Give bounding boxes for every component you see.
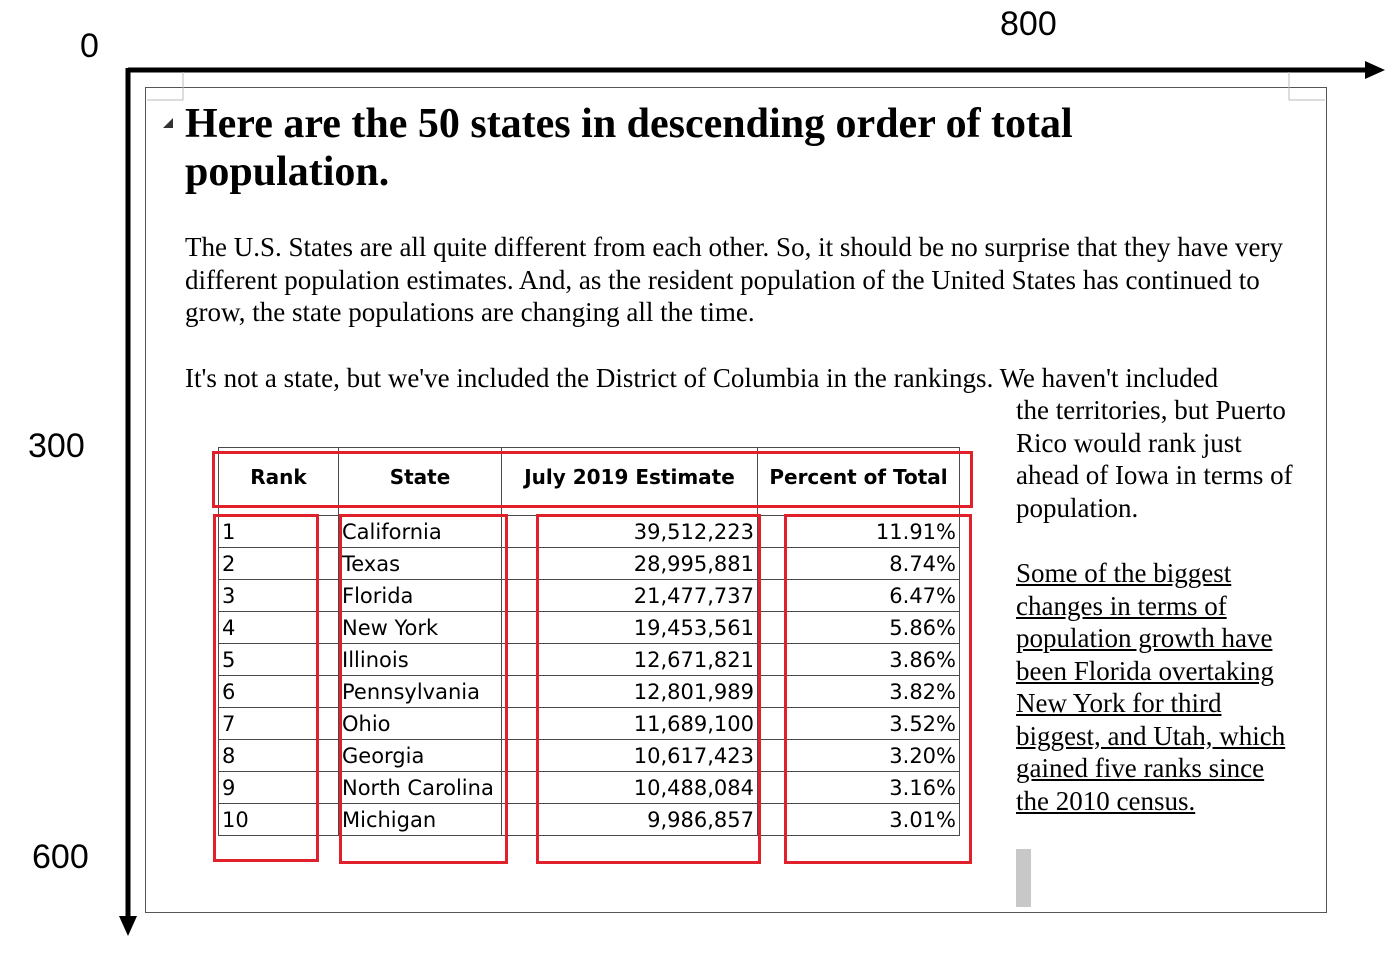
cell-estimate: 12,671,821 — [502, 644, 758, 676]
cell-state: New York — [339, 612, 502, 644]
page-corner-mark-left — [145, 70, 190, 105]
page-heading: Here are the 50 states in descending order of total population. — [185, 101, 1073, 195]
cell-state: Florida — [339, 580, 502, 612]
cell-estimate: 11,689,100 — [502, 708, 758, 740]
y-axis-arrow — [119, 916, 137, 936]
axis-label-y-300: 300 — [28, 427, 85, 465]
cell-percent: 5.86% — [758, 612, 960, 644]
cell-rank: 5 — [219, 644, 339, 676]
cell-state: Michigan — [339, 804, 502, 836]
cell-rank: 7 — [219, 708, 339, 740]
intro-paragraph: The U.S. States are all quite different from each other. So, it should be no surprise that they have very different population estimates. And, as the resident population of the United States has continued to grow, the state populations are changing all the time. — [185, 232, 1283, 327]
cell-state: Texas — [339, 548, 502, 580]
cell-rank: 8 — [219, 740, 339, 772]
cell-percent: 3.82% — [758, 676, 960, 708]
cell-rank: 1 — [219, 516, 339, 548]
cell-percent: 11.91% — [758, 516, 960, 548]
x-axis-arrow — [1365, 61, 1385, 79]
cell-percent: 3.20% — [758, 740, 960, 772]
header-percent: Percent of Total — [758, 448, 960, 506]
text-cursor-bar — [1016, 849, 1031, 907]
cell-state: North Carolina — [339, 772, 502, 804]
cell-state: Illinois — [339, 644, 502, 676]
page-corner-mark-right — [1285, 70, 1330, 105]
cell-estimate: 9,986,857 — [502, 804, 758, 836]
cell-estimate: 10,488,084 — [502, 772, 758, 804]
cell-estimate: 10,617,423 — [502, 740, 758, 772]
highlight-percent-column — [784, 514, 972, 864]
cell-estimate: 28,995,881 — [502, 548, 758, 580]
cell-rank: 3 — [219, 580, 339, 612]
cell-estimate: 21,477,737 — [502, 580, 758, 612]
cell-percent: 3.86% — [758, 644, 960, 676]
axis-label-x-800: 800 — [1000, 5, 1057, 43]
collapse-heading-icon[interactable] — [163, 118, 173, 128]
cell-estimate: 39,512,223 — [502, 516, 758, 548]
growth-changes-link[interactable]: Some of the biggest changes in terms of population growth have been Florida overtaking New York for third biggest, and Utah, which gained five ranks since the 2010 census. — [1016, 558, 1286, 816]
cell-rank: 6 — [219, 676, 339, 708]
highlight-estimate-column — [536, 514, 761, 864]
axis-label-y-600: 600 — [32, 838, 89, 876]
cell-percent: 3.01% — [758, 804, 960, 836]
cell-rank: 9 — [219, 772, 339, 804]
cell-estimate: 12,801,989 — [502, 676, 758, 708]
cell-rank: 4 — [219, 612, 339, 644]
cell-rank: 10 — [219, 804, 339, 836]
highlight-state-column — [339, 514, 508, 864]
highlight-rank-column — [213, 514, 319, 862]
dc-paragraph-continuation: the territories, but Puerto Rico would rank just ahead of Iowa in terms of population. — [1016, 395, 1293, 523]
header-rank: Rank — [219, 448, 339, 506]
highlight-header-row — [212, 451, 973, 508]
cell-state: Ohio — [339, 708, 502, 740]
axis-label-x-origin: 0 — [80, 27, 99, 65]
dc-paragraph-line: It's not a state, but we've included the District of Columbia in the rankings. We haven't included — [185, 363, 1219, 393]
cell-rank: 2 — [219, 548, 339, 580]
cell-percent: 3.52% — [758, 708, 960, 740]
cell-percent: 3.16% — [758, 772, 960, 804]
cell-percent: 8.74% — [758, 548, 960, 580]
cell-state: California — [339, 516, 502, 548]
cell-percent: 6.47% — [758, 580, 960, 612]
cell-estimate: 19,453,561 — [502, 612, 758, 644]
cell-state: Georgia — [339, 740, 502, 772]
cell-state: Pennsylvania — [339, 676, 502, 708]
header-state: State — [339, 448, 502, 506]
header-estimate: July 2019 Estimate — [502, 448, 758, 506]
